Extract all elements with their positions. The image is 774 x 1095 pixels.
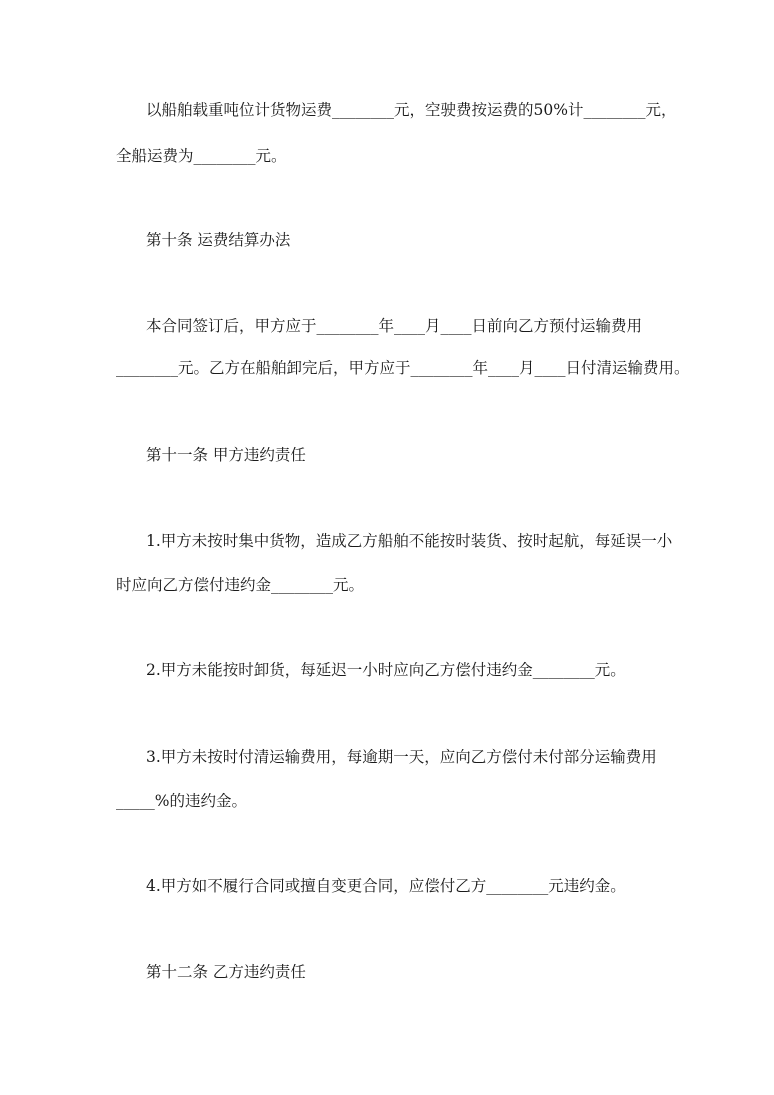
article-10-line-1: 本合同签订后，甲方应于________年____月____日前向乙方预付运输费用 [146,317,643,335]
article-11-item-2: 2.甲方未能按时卸货，每延迟一小时应向乙方偿付违约金________元。 [146,661,626,679]
article-10-heading: 第十条 运费结算办法 [146,231,291,249]
article-12-heading: 第十二条 乙方违约责任 [146,963,306,981]
article-10-line-2: ________元。乙方在船舶卸完后，甲方应于________年____月____日付清运输费用。 [116,359,690,377]
article-11-item-4: 4.甲方如不履行合同或擅自变更合同，应偿付乙方________元违约金。 [146,877,626,895]
article-11-heading: 第十一条 甲方违约责任 [146,446,306,464]
freight-paragraph-line-1: 以船舶载重吨位计货物运费________元，空驶费按运费的50%计________元， [146,101,677,119]
article-11-item-3-line-2: _____%的违约金。 [116,792,247,810]
freight-paragraph-line-2: 全船运费为________元。 [116,147,287,165]
article-11-item-1-line-1: 1.甲方未按时集中货物，造成乙方船舶不能按时装货、按时起航，每延误一小 [146,532,673,550]
article-11-item-3-line-1: 3.甲方未按时付清运输费用，每逾期一天，应向乙方偿付未付部分运输费用 [146,748,657,766]
article-11-item-1-line-2: 时应向乙方偿付违约金________元。 [116,576,365,594]
